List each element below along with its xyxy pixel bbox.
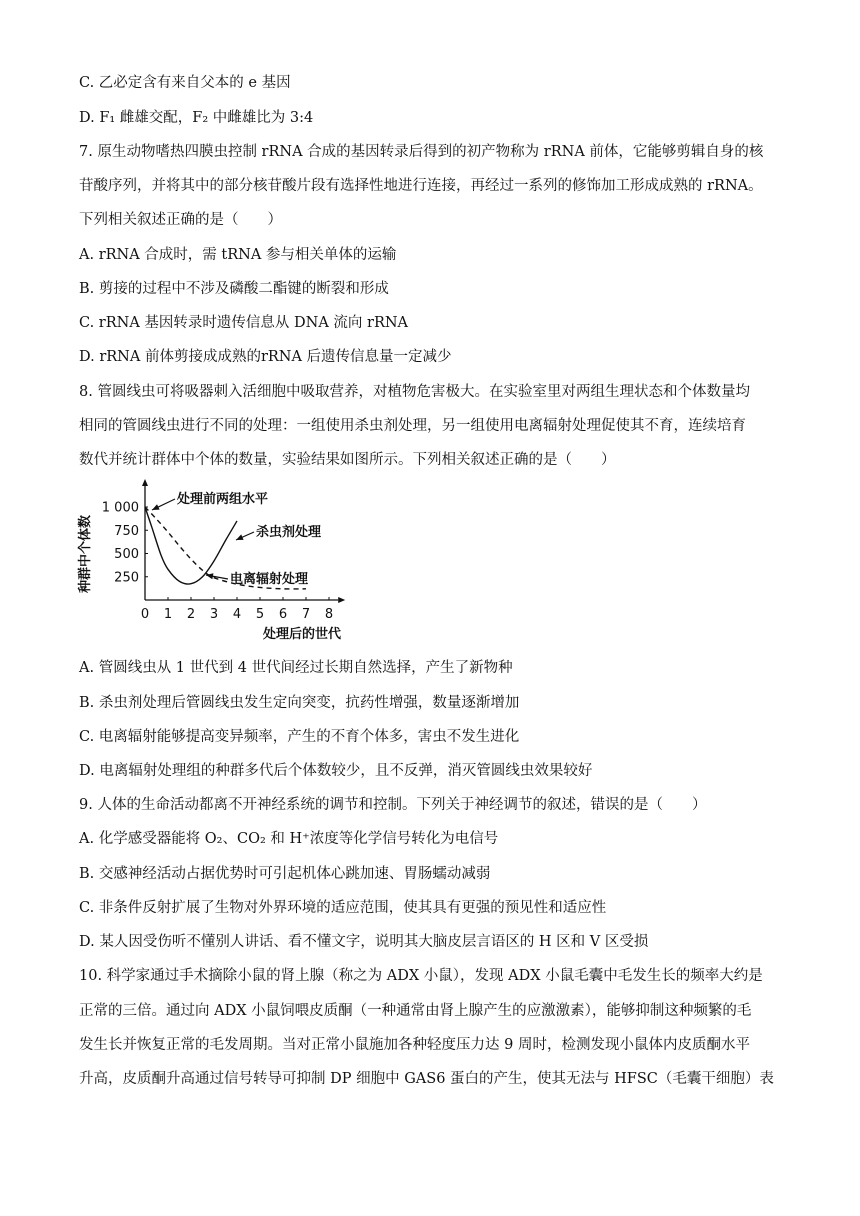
insecticide-series-line <box>145 507 237 584</box>
x-tick-label: 8 <box>324 607 334 622</box>
text-line: 下列相关叙述正确的是（ ） <box>79 212 282 228</box>
text-line: D. F₁ 雌雄交配，F₂ 中雌雄比为 3:4 <box>79 110 314 126</box>
text-line: C. 乙必定含有来自父本的 e 基因 <box>79 75 291 91</box>
text-line: 苷酸序列，并将其中的部分核苷酸片段有选择性地进行连接，再经过一系列的修饰加工形成成熟的 rRNA。 <box>79 178 763 194</box>
x-tick-label: 3 <box>209 607 219 622</box>
x-tick-label: 5 <box>255 607 265 622</box>
text-line: 7. 原生动物嗜热四膜虫控制 rRNA 合成的基因转录后得到的初产物称为 rRNA 前体，它能够剪辑自身的核 <box>79 144 764 160</box>
text-line: 9. 人体的生命活动都离不开神经系统的调节和控制。下列关于神经调节的叙述，错误的是（ ） <box>79 797 707 813</box>
text-line: 相同的管圆线虫进行不同的处理：一组使用杀虫剂处理，另一组使用电离辐射处理促使其不育，连续培育 <box>79 418 746 434</box>
text-line: B. 交感神经活动占据优势时可引起机体心跳加速、胃肠蠕动减弱 <box>79 866 491 882</box>
text-line: 10. 科学家通过手术摘除小鼠的肾上腺（称之为 ADX 小鼠），发现 ADX 小鼠毛囊中毛发生长的频率大约是 <box>79 968 763 984</box>
text-line: A. 化学感受器能将 O₂、CO₂ 和 H⁺浓度等化学信号转化为电信号 <box>79 831 499 847</box>
x-tick-label: 7 <box>301 607 311 622</box>
text-line: B. 杀虫剂处理后管圆线虫发生定向突变，抗药性增强，数量逐渐增加 <box>79 695 520 711</box>
text-line: A. 管圆线虫从 1 世代到 4 世代间经过长期自然选择，产生了新物种 <box>79 660 513 676</box>
text-line: D. 电离辐射处理组的种群多代后个体数较少，且不反弹，消灭管圆线虫效果较好 <box>79 763 593 779</box>
text-line: 8. 管圆线虫可将吸器刺入活细胞中吸取营养，对植物危害极大。在实验室里对两组生理状态和个体数量均 <box>79 384 750 400</box>
x-tick-label: 4 <box>232 607 242 622</box>
chart-ticks <box>102 501 333 623</box>
y-tick-label: 750 <box>114 523 139 539</box>
x-tick-label: 6 <box>278 607 288 622</box>
x-tick-label: 1 <box>163 607 173 622</box>
y-tick-label: 500 <box>114 547 139 562</box>
text-line: B. 剪接的过程中不涉及磷酸二酯键的断裂和形成 <box>79 281 389 297</box>
x-axis-arrow <box>338 597 345 603</box>
x-tick-label: 0 <box>140 607 150 622</box>
text-line: 发生长并恢复正常的毛发周期。当对正常小鼠施加各种轻度压力达 9 周时，检测发现小鼠体内皮质酮水平 <box>79 1037 750 1053</box>
population-chart <box>76 472 376 644</box>
annotation-label: 电离辐射处理 <box>230 572 309 587</box>
chart-annotations <box>152 491 322 587</box>
y-tick-label: 1 000 <box>101 500 139 516</box>
text-line: C. 非条件反射扩展了生物对外界环境的适应范围，使其具有更强的预见性和适应性 <box>79 900 607 916</box>
text-line: D. rRNA 前体剪接成成熟的rRNA 后遗传信息量一定减少 <box>79 349 452 365</box>
text-line: 数代并统计群体中个体的数量，实验结果如图所示。下列相关叙述正确的是（ ） <box>79 452 616 468</box>
x-tick-label: 2 <box>186 607 196 622</box>
text-line: D. 某人因受伤听不懂别人讲话、看不懂文字，说明其大脑皮层言语区的 H 区和 V 区受损 <box>79 934 649 950</box>
annotation-label: 处理前两组水平 <box>177 492 269 507</box>
text-line: C. 电离辐射能够提高变异频率，产生的不育个体多，害虫不发生进化 <box>79 729 520 745</box>
x-axis-label: 处理后的世代 <box>262 627 342 642</box>
text-line: 升高，皮质酮升高通过信号转导可抑制 DP 细胞中 GAS6 蛋白的产生，使其无法与 HFSC（毛囊干细胞）表 <box>79 1071 774 1087</box>
text-line: A. rRNA 合成时，需 tRNA 参与相关单体的运输 <box>79 247 397 263</box>
annotation-label: 杀虫剂处理 <box>256 525 322 540</box>
text-line: 正常的三倍。通过向 ADX 小鼠饲喂皮质酮（一种通常由肾上腺产生的应激激素），能够抑制这种频繁的毛 <box>79 1003 752 1019</box>
y-axis-arrow <box>142 479 148 486</box>
y-tick-label: 250 <box>114 570 139 586</box>
y-axis-label: 种群中个体数 <box>78 514 93 594</box>
text-line: C. rRNA 基因转录时遗传信息从 DNA 流向 rRNA <box>79 315 409 331</box>
